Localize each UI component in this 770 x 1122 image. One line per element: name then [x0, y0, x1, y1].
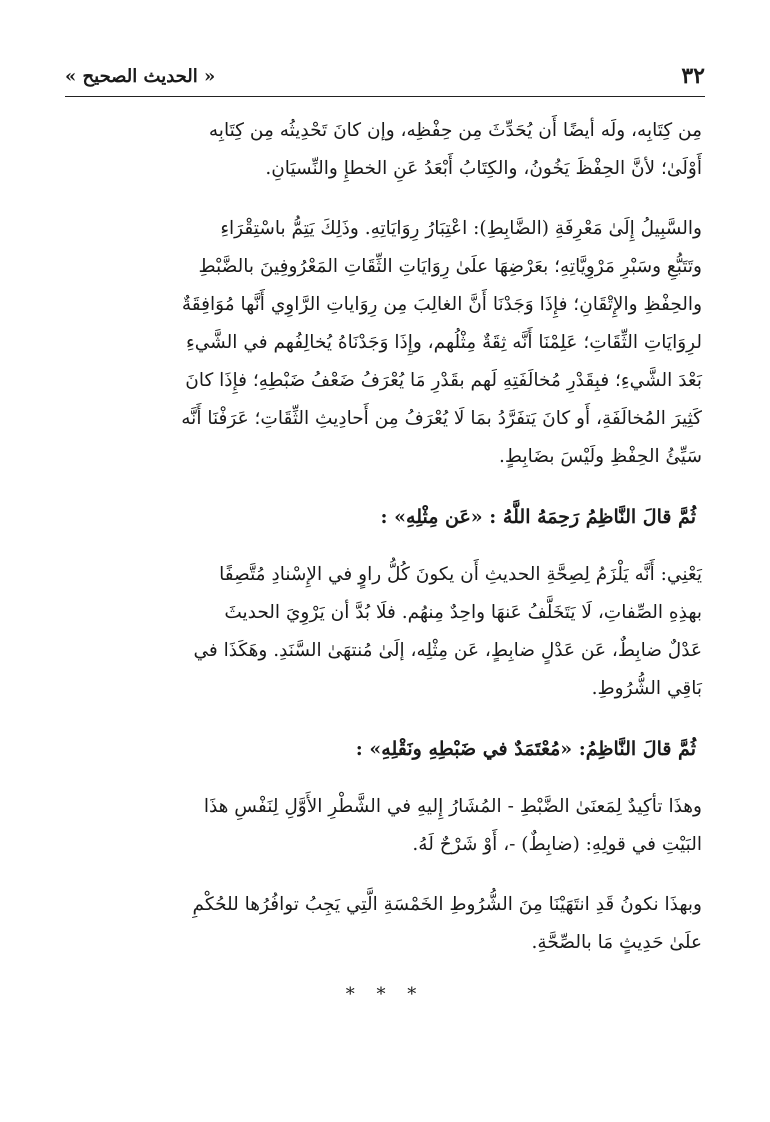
- text-line: والحِفْظِ والإِتْقَانِ؛ فإِذَا وَجَدْنَا أَنَّ الغالِبَ مِن رِوَاياتِ الرَّاوِي أَنَّها مُوَافِقَةٌ: [181, 294, 702, 315]
- text-line: بَاقِي الشُّرُوطِ.: [591, 678, 702, 699]
- page-header: [65, 62, 705, 97]
- text-line: أَوْلَىٰ؛ لأنَّ الحِفْظَ يَخُونُ، والكِتَابُ أَبْعَدُ عَنِ الخطإِ والنِّسيَانِ.: [265, 158, 702, 179]
- section-divider: * * *: [345, 984, 425, 1005]
- paragraph-5: [68, 886, 702, 962]
- text-line: والسَّبِيلُ إِلَىٰ مَعْرِفَةِ (الضَّابِطِ): اعْتِبَارُ رِوَايَاتِهِ. وذَلِكَ يَتِمُّ باسْتِقْرَاءِ: [220, 218, 702, 239]
- paragraph-1: [68, 112, 702, 188]
- text-line: لرِوَايَاتِ الثِّقَاتِ؛ عَلِمْنَا أَنَّه ثِقَةٌ مِثْلُهم، وإِذَا وَجَدْنَاهُ يُخالِفُهم في الشَّيءِ: [186, 332, 702, 353]
- text-line: بهذِهِ الصِّفاتِ، لَا يَتَخَلَّفُ عَنهَا واحِدٌ مِنهُم. فلَا بُدَّ أن يَرْوِيَ الحديثَ: [224, 602, 702, 623]
- text-line: وتَتَبُّعِ وسَبْرِ مَرْوِيَّاتِهِ؛ بعَرْضِهَا علَىٰ رِوَايَاتِ الثِّقَاتِ المَعْرُوفِينَ بالضَّبْطِ: [198, 256, 702, 277]
- page-body: [68, 112, 702, 1005]
- text-line: سَيِّئُ الحِفْظِ ولَيْسَ بضَابِطٍ.: [499, 446, 702, 467]
- text-line: كَثِيرَ المُخالَفَةِ، أَو كانَ يَتفَرَّدُ بمَا لَا يُعْرَفُ مِن أَحادِيثِ الثِّقَاتِ؛ عَرَفْنَا أَنَّه: [181, 408, 702, 429]
- text-line: مِن كِتَابِه، ولَه أيضًا أَن يُحَدِّثَ مِن حِفْظِه، وإن كانَ تَحْدِيثُه مِن كِتَابِه: [208, 120, 702, 141]
- text-line: وبهذَا نكونُ قَدِ انتَهَيْنَا مِنَ الشُّرُوطِ الخَمْسَةِ الَّتِي يَجِبُ توافُرُها للحُكْمِ: [192, 894, 702, 915]
- text-line: علَىٰ حَدِيثٍ مَا بالصِّحَّةِ.: [531, 932, 702, 953]
- paragraph-3: [68, 556, 702, 708]
- text-line: عَدْلٌ ضابِطٌ، عَن عَدْلٍ ضابِطٍ، عَن مِثْلِه، إلَىٰ مُنتهَىٰ السَّنَدِ. وهَكَذَا في: [193, 640, 702, 661]
- paragraph-2: [68, 210, 702, 476]
- text-line: وهذَا تأكِيدٌ لِمَعنَىٰ الضَّبْطِ - المُشَارُ إِليهِ في الشَّطْرِ الأَوَّلِ لِنَفْسِ هذَا: [203, 796, 702, 817]
- paragraph-4: [68, 788, 702, 864]
- section-heading-1: ثُمَّ قالَ النَّاظِمُ رَحِمَهُ اللَّهُ : «عَن مِثْلِهِ» :: [380, 506, 696, 528]
- text-line: يَعْنِي: أَنَّه يَلْزَمُ لِصِحَّةِ الحديثِ أَن يكونَ كُلُّ راوٍ في الإِسْنادِ مُتَّصِفًا: [219, 564, 702, 585]
- page-number: ٣٢: [681, 63, 705, 89]
- text-line: بَعْدَ الشَّيءِ؛ فبِقَدْرِ مُخالَفَتِهِ لَهم بقَدْرِ مَا يُعْرَفُ ضَعْفُ ضَبْطِهِ؛ فإِذَا كانَ: [185, 370, 702, 391]
- section-heading-2: ثُمَّ قالَ النَّاظِمُ: «مُعْتَمَدٌ في ضَبْطِهِ ونَقْلِهِ» :: [355, 738, 696, 760]
- text-line: البَيْتِ في قولِهِ: (ضابِطٌ) -، أَوْ شَرْحٌ لَهُ.: [412, 834, 702, 855]
- running-title: « الحديث الصحيح »: [65, 66, 216, 87]
